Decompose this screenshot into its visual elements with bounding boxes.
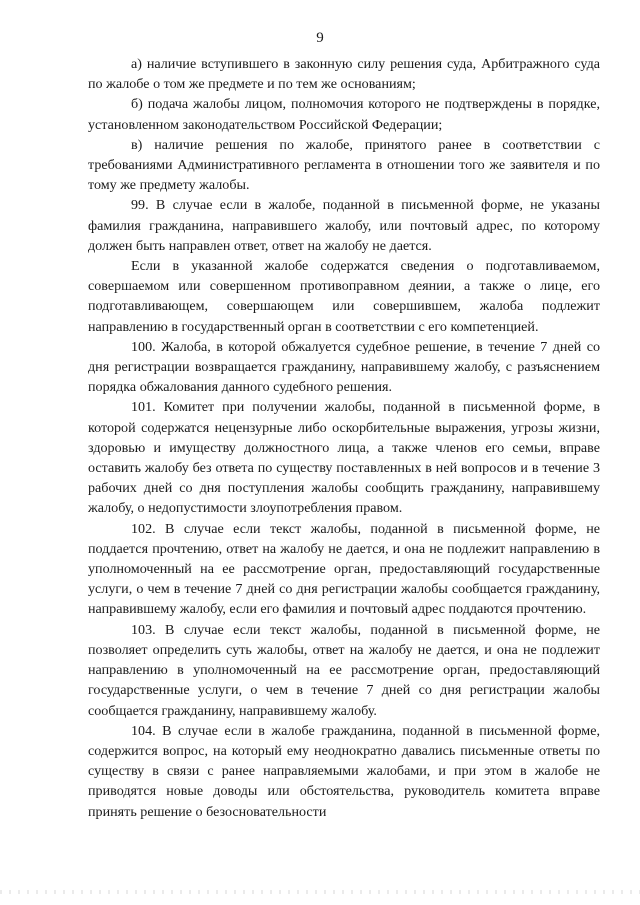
paragraph-99-cont: Если в указанной жалобе содержатся сведения о подготавливаемом, совершаемом или совершенном противоправном деянии, а также о лице, его подготавливающем, совершающем или совершившем, жалоба подлежит направлению в государственный орган в соответствии с его компетенцией.	[88, 258, 600, 335]
body-text	[88, 54, 600, 822]
paragraph-102: 102. В случае если текст жалобы, поданной в письменной форме, не поддается прочтению, ответ на жалобу не дается, и она не подлежит направлению в уполномоченный на ее рассмотрение орган, предоставляющий государственные услуги, о чем в течение 7 дней со дня регистрации жалобы сообщается гражданину, направившему жалобу, если его фамилия и почтовый адрес поддаются прочтению.	[88, 520, 600, 618]
paragraph-104: 104. В случае если в жалобе гражданина, поданной в письменной форме, содержится вопрос, на который ему неоднократно давались письменные ответы по существу в связи с ранее направляемыми жалобами, и при этом в жалобе не приводятся новые доводы или обстоятельства, руководитель комитета вправе принять решение о безосновательности	[88, 722, 600, 820]
paragraph-100: 100. Жалоба, в которой обжалуется судебное решение, в течение 7 дней со дня регистрации возвращается гражданину, направившему жалобу, с разъяснением порядка обжалования данного судебного решения.	[88, 338, 600, 396]
paragraph-101: 101. Комитет при получении жалобы, поданной в письменной форме, в которой содержатся нецензурные либо оскорбительные выражения, угрозы жизни, здоровью и имуществу должностного лица, а также членов его семьи, вправе оставить жалобу без ответа по существу поставленных в ней вопросов и в течение 3 рабочих дней со дня поступления жалобы сообщить гражданину, направившему жалобу, о недопустимости злоупотребления правом.	[88, 399, 600, 517]
paragraph-v: в) наличие решения по жалобе, принятого ранее в соответствии с требованиями Административного регламента в отношении того же заявителя и по тому же предмету жалобы.	[88, 136, 600, 194]
scan-artifact-line	[0, 890, 640, 894]
paragraph-99: 99. В случае если в жалобе, поданной в письменной форме, не указаны фамилия гражданина, направившего жалобу, или почтовый адрес, по которому должен быть направлен ответ, ответ на жалобу не дается.	[88, 197, 600, 254]
paragraph-a: а) наличие вступившего в законную силу решения суда, Арбитражного суда по жалобе о том же предмете и по тем же основаниям;	[88, 56, 600, 93]
paragraph-b: б) подача жалобы лицом, полномочия которого не подтверждены в порядке, установленном законодательством Российской Федерации;	[88, 96, 600, 133]
page-number: 9	[316, 30, 324, 46]
paragraph-103: 103. В случае если текст жалобы, поданной в письменной форме, не позволяет определить суть жалобы, ответ на жалобу не дается, и она не подлежит направлению в уполномоченный на ее рассмотрение орган, предоставляющий государственные услуги, о чем в течение 7 дней со дня регистрации жалобы сообщается гражданину, направившему жалобу.	[88, 621, 600, 719]
